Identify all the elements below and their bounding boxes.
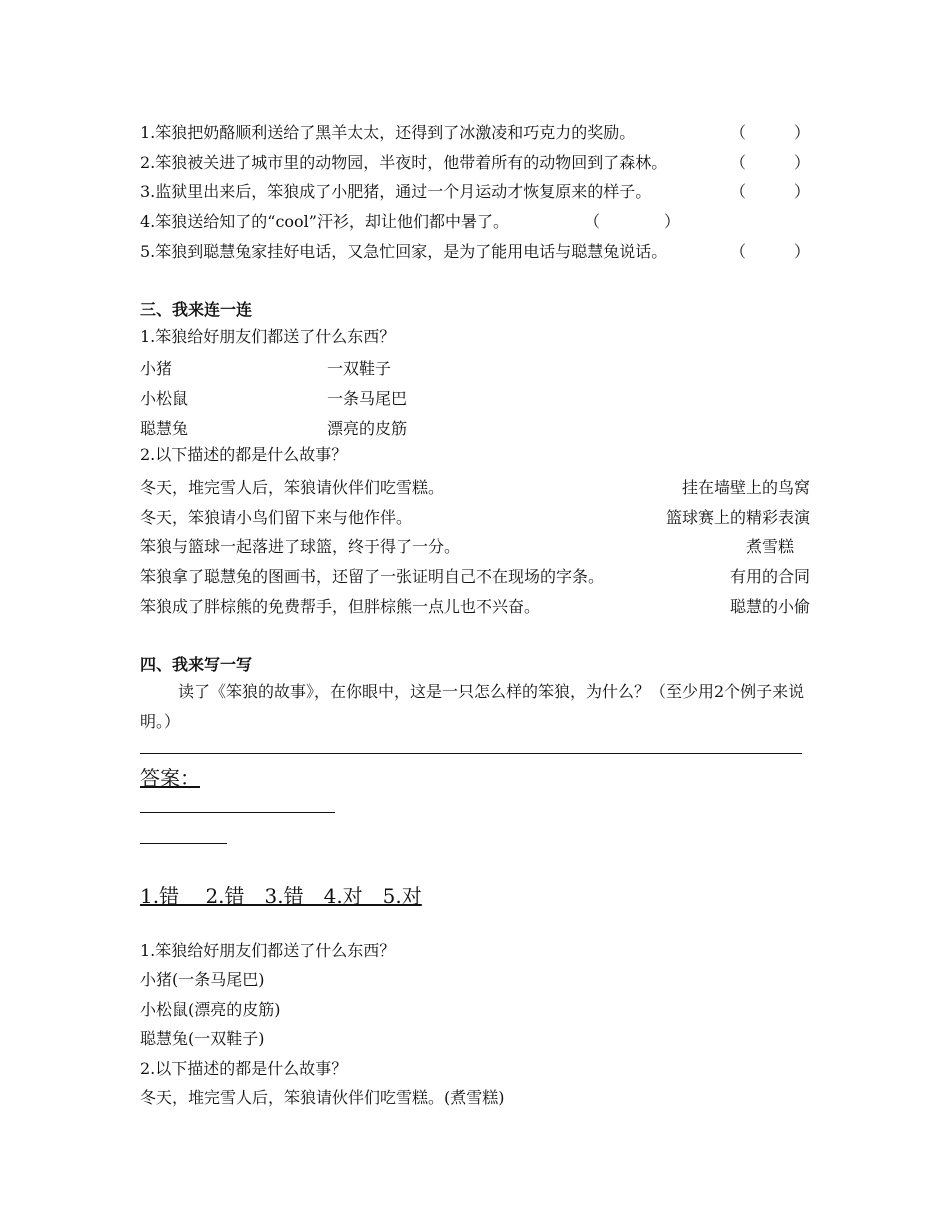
- question-text: 4.笨狼送给知了的“cool”汗衫，却让他们都中暑了。: [140, 212, 509, 231]
- story-title: 聪慧的小偷: [729, 597, 810, 616]
- story-title: 挂在墙壁上的鸟窝: [681, 478, 810, 497]
- matching-question-2: 2.以下描述的都是什么故事？: [140, 445, 348, 464]
- story-description: 笨狼拿了聪慧兔的图画书，还留了一张证明自己不在现场的字条。: [140, 567, 605, 586]
- true-false-item: [140, 120, 810, 140]
- matching-right-item: 一条马尾巴: [327, 389, 408, 408]
- answer-question-1: 1.笨狼给好朋友们都送了什么东西？: [140, 941, 396, 960]
- question-text: 5.笨狼到聪慧兔家挂好电话，又急忙回家，是为了能用电话与聪慧兔说话。: [140, 242, 668, 261]
- answer-question-2: 2.以下描述的都是什么故事？: [140, 1059, 348, 1078]
- matching-row: [140, 564, 810, 584]
- story-title: 有用的合同: [729, 567, 810, 586]
- separator-line: [140, 812, 335, 813]
- answer-blank: （ ）: [729, 242, 810, 261]
- story-description: 冬天，笨狼请小鸟们留下来与他作伴。: [140, 508, 413, 527]
- writing-prompt: 读了《笨狼的故事》，在你眼中，这是一只怎么样的笨狼，为什么？（至少用2个例子来说明。）: [140, 682, 805, 731]
- section-heading: 四、我来写一写: [140, 655, 253, 674]
- story-description: 笨狼成了胖棕熊的免费帮手，但胖棕熊一点儿也不兴奋。: [140, 597, 541, 616]
- story-title: 煮雪糕: [745, 537, 810, 556]
- true-false-answer-key: 1.错 2.错 3.错 4.对 5.对: [140, 884, 422, 908]
- question-text: 3.监狱里出来后，笨狼成了小肥猪，通过一个月运动才恢复原来的样子。: [140, 182, 652, 201]
- answer-item: 小猪(一条马尾巴): [140, 970, 265, 989]
- answer-blank: （ ）: [729, 182, 810, 201]
- matching-row: [140, 475, 810, 495]
- answer-blank: （ ）: [583, 212, 680, 231]
- answer-blank: （ ）: [729, 123, 810, 142]
- true-false-item: [140, 179, 810, 199]
- true-false-item: [140, 209, 680, 229]
- matching-row: [140, 505, 810, 525]
- answer-blank: （ ）: [729, 153, 810, 172]
- answer-item: 聪慧兔(一双鞋子): [140, 1029, 265, 1048]
- answer-item: 小松鼠(漂亮的皮筋): [140, 1000, 281, 1019]
- answer-line: [140, 753, 802, 754]
- answer-item: 冬天，堆完雪人后，笨狼请伙伴们吃雪糕。(煮雪糕): [140, 1088, 505, 1107]
- matching-row: [140, 594, 810, 614]
- story-title: 篮球赛上的精彩表演: [665, 508, 810, 527]
- story-description: 冬天，堆完雪人后，笨狼请伙伴们吃雪糕。: [140, 478, 445, 497]
- section-heading: 三、我来连一连: [140, 300, 253, 319]
- matching-left-item: 小松鼠: [140, 389, 189, 408]
- matching-row: [140, 534, 810, 554]
- true-false-item: [140, 239, 810, 259]
- matching-right-item: 一双鞋子: [327, 359, 392, 378]
- separator-line: [140, 843, 227, 844]
- matching-left-item: 聪慧兔: [140, 419, 189, 438]
- true-false-item: [140, 150, 810, 170]
- matching-question-1: 1.笨狼给好朋友们都送了什么东西？: [140, 327, 396, 346]
- story-description: 笨狼与篮球一起落进了球篮，终于得了一分。: [140, 537, 461, 556]
- matching-right-item: 漂亮的皮筋: [327, 419, 408, 438]
- matching-left-item: 小猪: [140, 359, 173, 378]
- question-text: 2.笨狼被关进了城市里的动物园，半夜时，他带着所有的动物回到了森林。: [140, 153, 668, 172]
- answers-title: 答案：: [140, 766, 200, 790]
- question-text: 1.笨狼把奶酪顺利送给了黑羊太太，还得到了冰激凌和巧克力的奖励。: [140, 123, 636, 142]
